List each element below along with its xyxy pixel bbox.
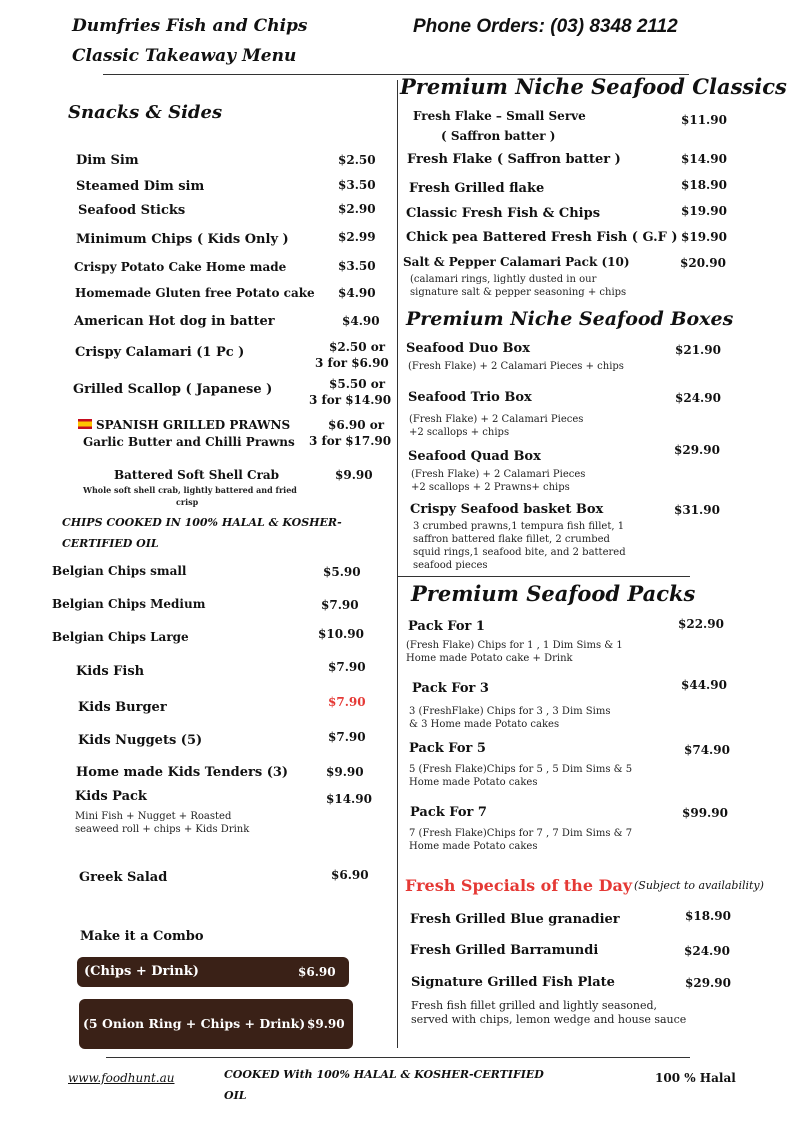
menu-item-price: $7.90 <box>328 695 366 709</box>
menu-item-price: $24.90 <box>684 944 730 958</box>
chips-oil-note: CHIPS COOKED IN 100% HALAL & KOSHER- <box>62 516 342 529</box>
menu-item-price: $99.90 <box>682 806 728 820</box>
menu-item-price: $29.90 <box>685 976 731 990</box>
menu-item-price: $3.50 <box>338 178 376 192</box>
menu-item-description: Whole soft shell crab, lightly battered and fried <box>83 485 297 495</box>
combo-option-onion-ring[interactable] <box>79 999 353 1049</box>
menu-item-name: Belgian Chips Medium <box>52 597 206 611</box>
menu-item-price-multi: 3 for $14.90 <box>309 393 392 407</box>
menu-item-price: $4.90 <box>342 314 380 328</box>
menu-item-subtitle: Garlic Butter and Chilli Prawns <box>83 435 295 449</box>
halal-badge: 100 % Halal <box>655 1071 736 1085</box>
menu-item-price-multi: 3 for $6.90 <box>315 356 389 370</box>
menu-item-price: $2.50 <box>338 153 376 167</box>
menu-item-name: Fresh Flake ( Saffron batter ) <box>407 152 621 167</box>
menu-item-description: 7 (Fresh Flake)Chips for 7 , 7 Dim Sims & 7 <box>409 828 633 839</box>
website-link[interactable]: www.foodhunt.au <box>68 1071 175 1085</box>
menu-item-name: Pack For 1 <box>408 619 485 634</box>
menu-item-price: $9.90 <box>326 765 364 779</box>
menu-item-price: $2.99 <box>338 230 376 244</box>
menu-item-price: $14.90 <box>326 792 372 806</box>
menu-item-description: seaweed roll + chips + Kids Drink <box>75 824 250 835</box>
menu-item-description: 3 (FreshFlake) Chips for 3 , 3 Dim Sims <box>409 706 611 717</box>
menu-item-name: Fresh Flake – Small Serve <box>413 109 586 123</box>
menu-item-price: $29.90 <box>674 443 720 457</box>
menu-item-description: (Fresh Flake) + 2 Calamari Pieces + chips <box>408 361 624 372</box>
menu-item-description: squid rings,1 seafood bite, and 2 battered <box>413 547 626 558</box>
oil-certification-note: OIL <box>224 1089 247 1102</box>
menu-item-description: +2 scallops + chips <box>409 427 510 438</box>
combo-label: (Chips + Drink) <box>84 964 199 979</box>
menu-item-name: Battered Soft Shell Crab <box>114 468 280 482</box>
boxes-heading: Premium Niche Seafood Boxes <box>406 308 734 330</box>
menu-item-price: $14.90 <box>681 152 727 166</box>
menu-item-description: Home made Potato cakes <box>409 841 538 852</box>
menu-item-description: seafood pieces <box>413 560 488 571</box>
oil-certification-note: COOKED With 100% HALAL & KOSHER-CERTIFIED <box>224 1068 544 1081</box>
menu-item-name: Fresh Grilled Blue granadier <box>410 912 620 927</box>
menu-item-price: $2.90 <box>338 202 376 216</box>
chips-oil-note: CERTIFIED OIL <box>62 537 159 550</box>
availability-note: (Subject to availability) <box>634 879 764 892</box>
menu-item-price: $6.90 <box>331 868 369 882</box>
menu-item-price: $31.90 <box>674 503 720 517</box>
menu-item-name: Classic Fresh Fish & Chips <box>406 206 601 221</box>
combo-heading: Make it a Combo <box>80 929 204 944</box>
menu-item-name: Home made Kids Tenders (3) <box>76 765 289 780</box>
menu-item-description: (Fresh Flake) Chips for 1 , 1 Dim Sims & 1 <box>406 640 623 651</box>
menu-item-name: Kids Nuggets (5) <box>78 733 203 748</box>
menu-item-price: $6.90 or <box>328 418 385 432</box>
menu-item-description: crisp <box>176 497 199 507</box>
menu-item-name: Salt & Pepper Calamari Pack (10) <box>403 255 630 269</box>
menu-item-name: Seafood Sticks <box>78 203 186 218</box>
menu-item-description: (Fresh Flake) + 2 Calamari Pieces <box>409 414 584 425</box>
menu-item-description: served with chips, lemon wedge and house sauce <box>411 1013 687 1026</box>
menu-item-price-multi: 3 for $17.90 <box>309 434 392 448</box>
menu-item-price: $7.90 <box>328 730 366 744</box>
menu-item-description: (Fresh Flake) + 2 Calamari Pieces <box>411 469 586 480</box>
menu-item-name: Grilled Scallop ( Japanese ) <box>73 382 273 397</box>
menu-item-price: $24.90 <box>675 391 721 405</box>
menu-item-name: Pack For 5 <box>409 741 486 756</box>
menu-item-name: Seafood Quad Box <box>408 449 541 464</box>
menu-item-name: Fresh Grilled Barramundi <box>410 943 599 958</box>
column-divider <box>397 80 398 1048</box>
menu-item-name: Greek Salad <box>79 870 168 885</box>
menu-item-description: signature salt & pepper seasoning + chips <box>410 287 627 298</box>
menu-item-name: Signature Grilled Fish Plate <box>411 975 615 990</box>
menu-item-description: Mini Fish + Nugget + Roasted <box>75 811 232 822</box>
menu-item-price: $19.90 <box>681 204 727 218</box>
menu-item-name: Fresh Grilled flake <box>409 181 545 196</box>
bottom-rule <box>106 1057 690 1058</box>
menu-item-name: Belgian Chips small <box>52 564 187 578</box>
menu-item-price: $18.90 <box>681 178 727 192</box>
menu-item-price: $5.90 <box>323 565 361 579</box>
phone-orders: Phone Orders: (03) 8348 2112 <box>413 16 678 37</box>
menu-item-name: Kids Pack <box>75 789 147 804</box>
menu-item-price: $3.50 <box>338 259 376 273</box>
menu-item-price: $18.90 <box>685 909 731 923</box>
menu-item-name: Kids Burger <box>78 700 167 715</box>
menu-item-description: 5 (Fresh Flake)Chips for 5 , 5 Dim Sims & 5 <box>409 764 633 775</box>
menu-item-name: Minimum Chips ( Kids Only ) <box>76 232 289 247</box>
menu-item-description: 3 crumbed prawns,1 tempura fish fillet, 1 <box>413 521 625 532</box>
menu-item-description: (calamari rings, lightly dusted in our <box>410 274 597 285</box>
menu-item-price: $4.90 <box>338 286 376 300</box>
packs-heading: Premium Seafood Packs <box>411 581 696 606</box>
menu-item-price: $74.90 <box>684 743 730 757</box>
menu-item-name: Crispy Calamari (1 Pc ) <box>75 345 245 360</box>
menu-item-price: $21.90 <box>675 343 721 357</box>
menu-item-name: Dim Sim <box>76 153 139 168</box>
menu-item-price: $20.90 <box>680 256 726 270</box>
menu-item-price: $9.90 <box>335 468 373 482</box>
menu-item-price: $10.90 <box>318 627 364 641</box>
menu-item-name: Seafood Trio Box <box>408 390 532 405</box>
menu-item-name: Steamed Dim sim <box>76 179 205 194</box>
menu-item-name: Belgian Chips Large <box>52 630 189 644</box>
menu-item-price: $7.90 <box>328 660 366 674</box>
menu-item-name: Kids Fish <box>76 664 145 679</box>
menu-item-price: $7.90 <box>321 598 359 612</box>
menu-item-name: Pack For 3 <box>412 681 489 696</box>
menu-item-description: Home made Potato cakes <box>409 777 538 788</box>
classics-heading: Premium Niche Seafood Classics <box>400 74 787 99</box>
menu-item-description: saffron battered flake fillet, 2 crumbed <box>413 534 610 545</box>
section-rule <box>398 576 690 577</box>
restaurant-name: Dumfries Fish and Chips <box>72 16 308 36</box>
snacks-heading: Snacks & Sides <box>68 102 223 123</box>
menu-item-price: $44.90 <box>681 678 727 692</box>
menu-item-subtitle: ( Saffron batter ) <box>441 129 556 143</box>
menu-item-description: Home made Potato cake + Drink <box>406 653 573 664</box>
specials-heading: Fresh Specials of the Day <box>405 876 633 895</box>
menu-item-price: $2.50 or <box>329 340 386 354</box>
spain-flag-icon <box>78 419 92 429</box>
menu-item-name: American Hot dog in batter <box>74 314 275 329</box>
menu-item-name: SPANISH GRILLED PRAWNS <box>96 418 291 432</box>
menu-item-description: Fresh fish fillet grilled and lightly seasoned, <box>411 999 657 1012</box>
menu-item-name: Chick pea Battered Fresh Fish ( G.F ) <box>406 230 678 245</box>
combo-label: (5 Onion Ring + Chips + Drink) <box>83 1016 306 1031</box>
combo-price: $6.90 <box>298 965 336 979</box>
menu-item-name: Seafood Duo Box <box>406 341 530 356</box>
combo-option-chips-drink[interactable] <box>77 957 349 987</box>
menu-item-description: & 3 Home made Potato cakes <box>409 719 560 730</box>
menu-item-name: Pack For 7 <box>410 805 487 820</box>
menu-item-price: $11.90 <box>681 113 727 127</box>
menu-item-price: $19.90 <box>681 230 727 244</box>
menu-item-price: $22.90 <box>678 617 724 631</box>
menu-item-name: Homemade Gluten free Potato cake <box>75 286 315 300</box>
menu-item-name: Crispy Potato Cake Home made <box>74 260 287 274</box>
menu-item-price: $5.50 or <box>329 377 386 391</box>
combo-price: $9.90 <box>307 1017 345 1031</box>
menu-item-description: +2 scallops + 2 Prawns+ chips <box>411 482 570 493</box>
menu-item-name: Crispy Seafood basket Box <box>410 502 604 517</box>
menu-subtitle: Classic Takeaway Menu <box>72 46 297 66</box>
